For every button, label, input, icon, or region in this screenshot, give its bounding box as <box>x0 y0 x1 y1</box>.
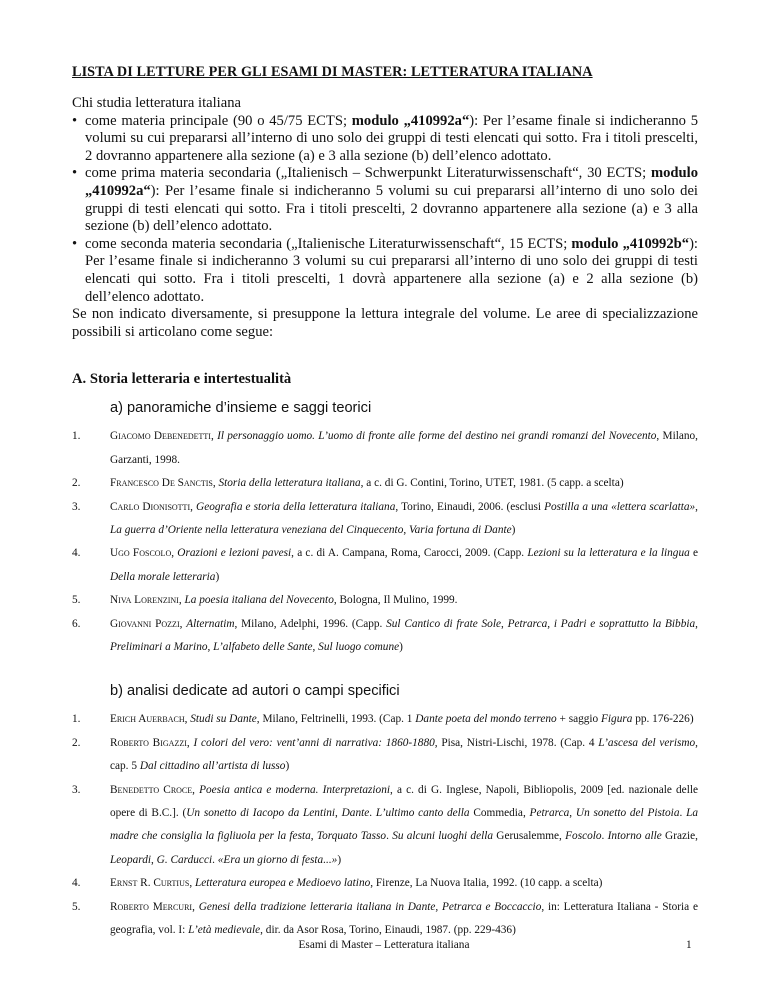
item-number: 5. <box>72 900 81 913</box>
item-text: . <box>386 830 393 843</box>
item-text: , Pisa, Nistri-Lischi, 1978. (Cap. 4 <box>434 736 599 749</box>
item-text: ) <box>511 523 516 536</box>
item-title: Preliminari a Marino <box>110 640 208 653</box>
item-title: Genesi della tradizione letteraria italiana in Dante, Petrarca e Boccaccio <box>198 900 542 913</box>
item-title: Sul luogo comune <box>318 640 400 653</box>
item-text: , a c. di G. Inglese, Napoli, Bibliopolis, 2009 [ed. nazionale delle opere di B.C.]. ( <box>110 783 698 819</box>
intro-bullet-1 <box>72 113 698 166</box>
item-text: , Firenze, La Nuova Italia, 1992. (10 capp. a scelta) <box>370 877 603 890</box>
item-title: Storia della letteratura italiana <box>218 477 361 490</box>
intro-lead: Chi studia letteratura italiana <box>72 95 241 111</box>
item-text: , <box>186 736 194 749</box>
item-title: Letteratura europea e Medioevo latino <box>194 877 371 890</box>
item-title: Dal cittadino all’artista di lusso <box>139 760 286 773</box>
item-title: Intorno alle <box>607 830 662 843</box>
item-title: Orazioni e lezioni pavesi <box>177 547 292 560</box>
item-title: L’ultimo canto della <box>375 807 470 819</box>
item-title: Poesia antica e moderna. Interpretazioni <box>199 783 390 796</box>
item-title: Un sonetto di Iacopo da Lentini <box>186 807 336 819</box>
bullet-text: ): Per l’esame finale si indicheranno 5 volumi su cui prepararsi all’interno di uno solo dei gruppi di testi elencati qui sotto. Fra i titoli prescelti, 2 dovranno appartenere alla sezione (a) e 3 alla sezione (b) dell’elenco adottato. <box>85 112 699 164</box>
item-text: , <box>522 807 530 819</box>
item-text: , <box>695 830 698 843</box>
item-title: Dante <box>341 807 370 819</box>
item-text: , Milano, Feltrinelli, 1993. (Cap. 1 <box>256 713 416 726</box>
reading-item <box>72 872 698 895</box>
item-text: Grazie <box>661 830 696 843</box>
bullet-marker: • <box>72 165 78 182</box>
item-text: , <box>207 640 214 653</box>
item-title: Studi su Dante <box>190 713 257 726</box>
document-title: LISTA DI LETTURE PER GLI ESAMI DI MASTER: LETTERATURA ITALIANA <box>72 64 593 80</box>
item-title: Leopardi <box>110 853 152 866</box>
item-text: , <box>403 523 410 536</box>
bullet-text: ): Per l’esame finale si indicheranno 3 volumi su cui prepararsi all’interno di uno solo dei gruppi di testi elencati qui sotto. Fra i titoli prescelti, 1 dovrà appartenere alla sezione (a) e 2 alla sezione (b) dell’elenco adottato. <box>85 235 698 305</box>
item-title: Varia fortuna di Dante <box>409 523 512 536</box>
item-text: , <box>184 713 191 726</box>
item-title: Alternatim <box>186 617 235 630</box>
item-text: , <box>189 877 195 890</box>
item-number: 2. <box>72 477 81 490</box>
item-number: 6. <box>72 617 81 630</box>
reading-list-a <box>72 425 698 659</box>
item-text: , <box>190 500 197 513</box>
item-text: ) <box>337 853 342 866</box>
intro-bullet-3 <box>72 236 698 306</box>
item-title: L’età medievale <box>188 924 261 937</box>
item-title: Torquato Tasso <box>316 830 387 843</box>
document-page <box>72 64 698 942</box>
reading-list-b <box>72 708 698 942</box>
item-text: , <box>179 617 187 630</box>
item-title: I colori del vero: vent’anni di narrativa: 1860-1880 <box>193 736 435 749</box>
item-number: 3. <box>72 500 81 513</box>
item-text: , <box>178 594 185 607</box>
item-text: . <box>369 807 376 819</box>
item-author: Ugo Foscolo <box>110 547 172 560</box>
reading-item <box>72 589 698 612</box>
item-title: La madre che consiglia la figliuola per la festa <box>110 807 699 843</box>
item-text: , dir. da Asor Rosa, Torino, Einaudi, 1987. (pp. 229-436) <box>260 924 516 937</box>
module-code: modulo „410992a“ <box>85 165 698 199</box>
item-text: , <box>310 830 317 843</box>
item-text: , Bologna, Il Mulino, 1999. <box>333 594 458 607</box>
item-title: Geografia e storia della letteratura italiana <box>196 500 396 513</box>
item-text: , <box>335 807 342 819</box>
subsection-b-heading: b) analisi dedicate ad autori o campi specifici <box>110 683 400 700</box>
item-number: 3. <box>72 783 81 796</box>
item-title: Figura <box>601 713 633 726</box>
item-text: + saggio <box>556 713 602 726</box>
item-text: , <box>192 900 199 913</box>
bullet-text: ): Per l’esame finale si indicheranno 5 volumi su cui prepararsi all’interno di uno solo dei gruppi di testi elencati qui sotto. Fra i titoli prescelti, 2 dovranno appartenere alla sezione (a) e 3 alla sezione (b) dell’elenco adottato. <box>85 182 698 235</box>
item-text: ) <box>285 760 290 773</box>
item-text: Commedia <box>469 807 523 819</box>
item-text: , <box>192 783 200 796</box>
bullet-text: come seconda materia secondaria („Italienische Literaturwissenschaft“, 15 ECTS; <box>85 235 572 252</box>
reading-item <box>72 425 698 472</box>
bullet-marker: • <box>72 235 78 252</box>
item-text: , <box>210 430 218 443</box>
item-title: Foscolo <box>565 830 602 843</box>
item-text: , <box>695 617 698 630</box>
item-text: , Milano, Adelphi, 1996. (Capp. <box>234 617 387 630</box>
item-author: Niva Lorenzini <box>110 594 179 607</box>
module-code: modulo „410992a“ <box>351 112 470 129</box>
item-title: L’ascesa del verismo <box>598 736 696 749</box>
reading-item <box>72 542 698 589</box>
item-author: Giacomo Debenedetti <box>110 430 211 443</box>
item-text: , <box>695 500 698 513</box>
item-title: La guerra d’Oriente nella letteratura veneziana del Cinquecento <box>110 523 404 536</box>
reading-item <box>72 896 698 943</box>
item-title: G. Carducci <box>156 853 213 866</box>
item-text: Gerusalemme <box>493 830 560 843</box>
item-title: Lezioni su la letteratura e la lingua <box>527 547 690 560</box>
reading-item <box>72 779 698 873</box>
item-title: Dante poeta del mondo terreno <box>415 713 557 726</box>
item-title: Della morale letteraria <box>110 570 216 583</box>
footer-text: Esami di Master – Letteratura italiana <box>298 939 470 951</box>
item-number: 1. <box>72 713 81 726</box>
item-title: Il personaggio uomo. L’uomo di fronte alle forme del destino nei grandi romanzi del Novecento <box>217 430 657 443</box>
bullet-text: come prima materia secondaria („Italienisch – Schwerpunkt Literaturwissenschaft“, 30 ECTS; <box>85 165 651 182</box>
item-author: Francesco De Sanctis <box>110 477 213 490</box>
intro-closing: Se non indicato diversamente, si presuppone la lettura integrale del volume. Le aree di specializzazione possibili si articolano come segue: <box>72 306 698 340</box>
item-number: 4. <box>72 547 81 560</box>
item-text: , a c. di G. Contini, Torino, UTET, 1981. (5 capp. a scelta) <box>360 477 624 490</box>
item-title: L’alfabeto delle Sante <box>213 640 313 653</box>
item-title: Su alcuni luoghi della <box>392 830 494 843</box>
item-text: pp. 176-226) <box>632 713 694 726</box>
item-number: 4. <box>72 877 81 890</box>
item-text: , in: Letteratura Italiana - Storia e geografia, vol. I: <box>110 900 698 937</box>
item-author: Erich Auerbach <box>110 713 185 726</box>
reading-item <box>72 708 698 731</box>
item-text: ) <box>215 570 220 583</box>
reading-item <box>72 472 698 495</box>
item-text: . <box>601 830 608 843</box>
item-title: Postilla a una «lettera scarlatta» <box>544 500 696 513</box>
item-text: , Milano, Garzanti, 1998. <box>110 430 698 466</box>
intro-block <box>72 95 698 341</box>
item-title: «Era un giorno di festa...» <box>217 853 338 866</box>
reading-item <box>72 613 698 660</box>
item-author: Ernst R. Curtius <box>110 877 190 890</box>
item-number: 1. <box>72 430 81 443</box>
item-text: . <box>212 853 218 866</box>
bullet-marker: • <box>72 112 78 129</box>
item-author: Roberto Mercuri <box>110 900 193 913</box>
item-text: , a c. di A. Campana, Roma, Carocci, 2009. (Capp. <box>291 547 528 560</box>
item-author: Giovanni Pozzi <box>110 617 180 630</box>
item-title: Petrarca, i Padri e soprattutto la Bibbia <box>507 617 696 630</box>
module-code: modulo „410992b“ <box>571 235 690 252</box>
subsection-a-heading: a) panoramiche d’insieme e saggi teorici <box>110 400 372 417</box>
reading-item <box>72 496 698 543</box>
item-text: , <box>312 640 319 653</box>
item-text: , <box>171 547 178 560</box>
item-title: Sul Cantico di frate Sole <box>386 617 501 630</box>
item-author: Roberto Bigazzi <box>110 736 187 749</box>
reading-item <box>72 732 698 779</box>
item-text: , cap. 5 <box>110 736 698 773</box>
item-title: Petrarca <box>529 807 570 819</box>
item-author: Carlo Dionisotti <box>110 500 191 513</box>
item-text: , <box>500 617 508 630</box>
item-text: , <box>151 853 157 866</box>
item-author: Benedetto Croce <box>110 783 193 796</box>
item-text: e <box>689 547 698 560</box>
item-text: ) <box>399 640 403 653</box>
bullet-text: come materia principale (90 o 45/75 ECTS; <box>85 112 352 129</box>
item-text: , <box>569 807 576 819</box>
page-number: 1 <box>686 939 692 951</box>
item-title: Un sonetto del Pistoia <box>575 807 680 819</box>
item-text: . <box>679 807 687 819</box>
item-text: , <box>559 830 566 843</box>
item-text: , <box>212 477 219 490</box>
item-text: , Torino, Einaudi, 2006. (esclusi <box>395 500 545 513</box>
item-number: 2. <box>72 736 81 749</box>
intro-bullet-2 <box>72 165 698 235</box>
item-number: 5. <box>72 594 81 607</box>
item-title: La poesia italiana del Novecento <box>184 594 334 607</box>
section-heading: A. Storia letteraria e intertestualità <box>72 371 292 388</box>
